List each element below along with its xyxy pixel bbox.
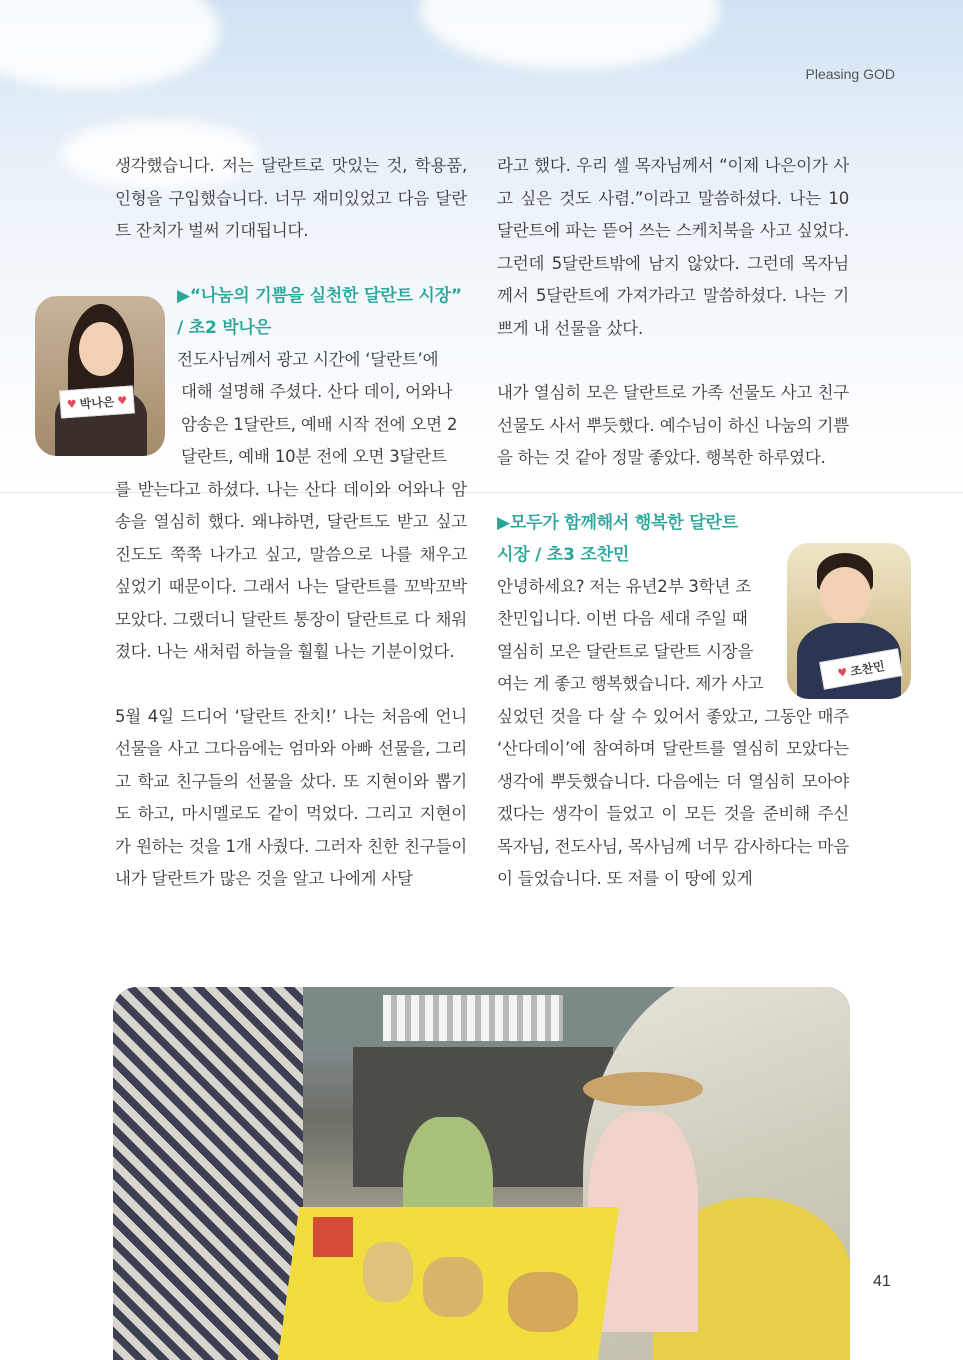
article-heading: ▶모두가 함께해서 행복한 달란트: [497, 512, 738, 533]
paragraph-line: 안녕하세요? 저는 유년2부 3학년 조: [497, 576, 751, 596]
paragraph-line: 달란트, 예배 10분 전에 오면 3달란트: [181, 447, 447, 466]
paragraph-line: 대해 설명해 주셨다. 산다 데이, 어와나: [181, 382, 453, 401]
paragraph-line: 여는 게 좋고 행복했습니다. 제가 사고: [497, 674, 764, 693]
paragraph: 라고 했다. 우리 셀 목자님께서 “이제 나은이가 사고 싶은 것도 사렴.”이라고 말씀하셨다. 나는 10달란트에 파는 뜯어 쓰는 스케치북을 사고 싶었다. 그런데 5달란트밖에 남지 않았다. 그런데 목자님께서 5달란트에 가져가라고 말씀하셨다. 나는 기쁘게 내 선물을 샀다.: [497, 156, 849, 338]
paragraph-line: 전도사님께서 광고 시간에 ‘달란트’에: [177, 349, 439, 369]
paragraph: 5월 4일 드디어 ‘달란트 잔치!’ 나는 처음에 언니 선물을 사고 그다음에는 엄마와 아빠 선물을, 그리고 학교 친구들의 선물을 샀다. 또 지현이와 뽑기도 하고, 마시멜로도 같이 먹었다. 그리고 지현이가 원하는 것을 1개 사줬다. 그러자 친한 친구들이 내가 달란트가 많은 것을 알고 나에게 사달: [115, 706, 467, 888]
paragraph: 싶었던 것을 다 살 수 있어서 좋았고, 그동안 매주 ‘산다데이’에 참여하며 달란트를 열심히 모았다는 생각에 뿌듯했습니다. 다음에는 더 열심히 모아야겠다는 생각이 들었고 이 모든 것을 준비해 주신 목자님, 전도사님, 목사님께 너무 감사하다는 마음이 들었습니다. 또 저를 이 땅에 있게: [497, 706, 849, 888]
snack-bag: [508, 1272, 578, 1332]
heart-icon: ♥: [116, 393, 128, 408]
snack-bag: [363, 1242, 413, 1302]
heart-icon: ♥: [66, 396, 78, 411]
straw-hat: [583, 1072, 703, 1106]
market-photo: [113, 987, 850, 1360]
heart-icon: ♥: [836, 665, 849, 680]
student-photo-jo: [787, 543, 911, 699]
paragraph-line: 암송은 1달란트, 예배 시작 전에 오면 2: [181, 414, 458, 434]
paragraph-line: 찬민입니다. 이번 다음 세대 주일 때: [497, 609, 748, 628]
left-column: [115, 150, 467, 896]
paragraph: 생각했습니다. 저는 달란트로 맛있는 것, 학용품, 인형을 구입했습니다. 너무 재미있었고 다음 달란트 잔치가 벌써 기대됩니다.: [115, 156, 467, 240]
right-column: [497, 150, 849, 896]
snack-boxes: [313, 1217, 353, 1257]
white-fence: [383, 995, 563, 1041]
cloud: [420, 0, 720, 70]
foreground-person-shirt: [113, 987, 303, 1360]
face: [79, 322, 123, 376]
paragraph: 를 받는다고 하셨다. 나는 산다 데이와 어와나 암송을 열심히 했다. 왜냐하면, 달란트도 받고 싶고 진도도 쭉쭉 나가고 싶고, 말씀으로 나를 채우고 싶었기 때문이다. 그래서 나는 달란트를 꼬박꼬박 모았다. 그랬더니 달란트 통장이 달란트로 다 채워졌다. 나는 새처럼 하늘을 훨훨 나는 기분이었다.: [115, 479, 467, 661]
cloud: [0, 0, 220, 90]
name-sign: [59, 385, 135, 418]
face: [819, 567, 871, 623]
student-photo-park: [35, 296, 165, 456]
sign-text: 박나은: [79, 394, 115, 411]
article-author: / 초2 박나은: [177, 317, 271, 338]
snack-bag: [423, 1257, 483, 1317]
paragraph-line: 열심히 모은 달란트로 달란트 시장을: [497, 641, 754, 661]
sign-text: 조찬민: [849, 658, 886, 679]
page-number: 41: [873, 1273, 891, 1290]
article-heading: ▶“나눔의 기쁨을 실천한 달란트 시장”: [177, 285, 462, 306]
section-tag: Pleasing GOD: [805, 66, 895, 82]
article-author: 시장 / 초3 조찬민: [497, 544, 630, 565]
paragraph: 내가 열심히 모은 달란트로 가족 선물도 사고 친구 선물도 사서 뿌듯했다. 예수님이 하신 나눔의 기쁨을 하는 것 같아 정말 좋았다. 행복한 하루였다.: [497, 383, 849, 467]
